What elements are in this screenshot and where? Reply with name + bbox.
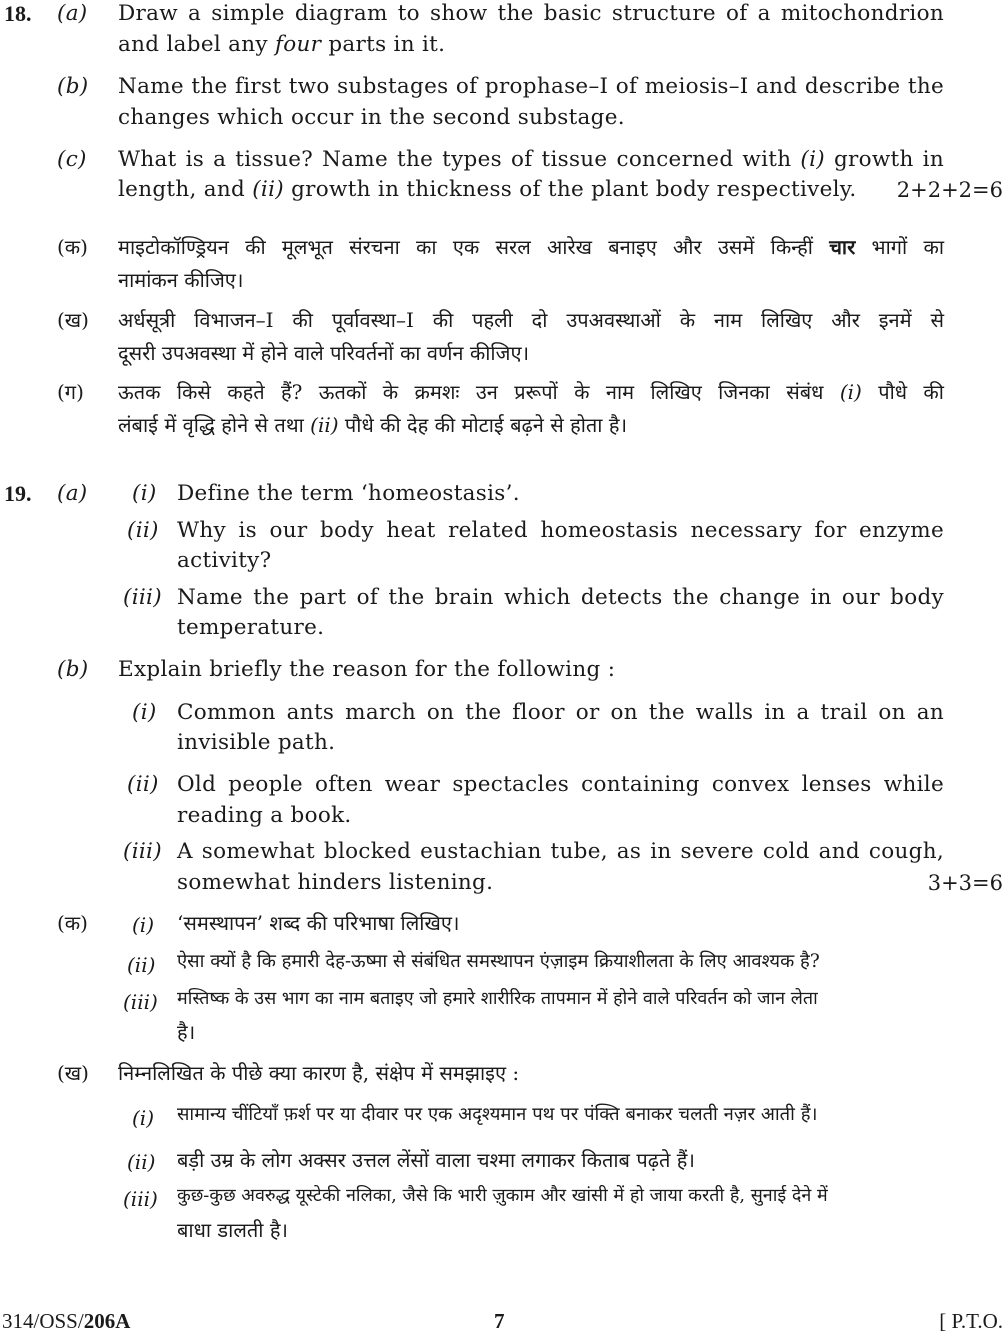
question-text: कुछ-कुछ अवरुद्ध यूस्टेकी नलिका, जैसे कि भारी ज़ुकाम और खांसी में हो जाया करती है, सुनाई देने में <box>177 1185 828 1206</box>
question-text: Draw a simple diagram to show the basic structure of a mitochondrion <box>118 1 944 26</box>
part-label: (a) <box>57 1 88 26</box>
question-text: लंबाई में वृद्धि होने से तथा (ii) पौधे की देह की मोटाई बढ़ने से होता है। <box>118 413 628 437</box>
question-number: 19. <box>4 481 32 506</box>
subpart-label: (i) <box>132 481 157 506</box>
subpart-label: (iii) <box>123 585 162 610</box>
question-text: दूसरी उपअवस्था में होने वाले परिवर्तनों का वर्णन कीजिए। <box>118 341 530 365</box>
question-text: है। <box>177 1020 196 1044</box>
marks-allocation: 2+2+2=6 <box>896 178 1003 202</box>
question-text: somewhat hinders listening. <box>177 870 494 895</box>
question-text: Old people often wear spectacles containing convex lenses while <box>177 772 944 797</box>
question-text: मस्तिष्क के उस भाग का नाम बताइए जो हमारे शारीरिक तापमान में होने वाले परिवर्तन को जान लेता <box>177 988 818 1009</box>
subpart-label: (iii) <box>123 1187 158 1211</box>
question-text: ‘समस्थापन’ शब्द की परिभाषा लिखिए। <box>177 911 460 935</box>
question-text: activity? <box>177 548 272 573</box>
subpart-label: (ii) <box>127 772 159 797</box>
question-text: invisible path. <box>177 730 336 755</box>
part-label: (ख) <box>57 308 89 332</box>
question-text: Name the part of the brain which detects the change in our body <box>177 585 944 610</box>
question-text: Common ants march on the floor or on the walls in a trail on an <box>177 700 944 725</box>
part-label: (ख) <box>57 1061 89 1085</box>
question-text: reading a book. <box>177 803 352 828</box>
question-text: changes which occur in the second substage. <box>118 105 625 130</box>
part-label: (b) <box>57 657 89 682</box>
question-text: Name the first two substages of prophase–I of meiosis–I and describe the <box>118 74 944 99</box>
subpart-label: (i) <box>132 700 157 725</box>
part-label: (c) <box>57 147 87 172</box>
question-text: ऊतक किसे कहते हैं? ऊतकों के क्रमशः उन प्ररूपों के नाम लिखिए जिनका संबंध (i) पौधे की <box>118 380 944 404</box>
subpart-label: (i) <box>132 1106 155 1130</box>
part-label: (क) <box>57 235 88 259</box>
question-text: Why is our body heat related homeostasis necessary for enzyme <box>177 518 944 543</box>
question-text: सामान्य चींटियाँ फ़र्श पर या दीवार पर एक अदृश्यमान पथ पर पंक्ति बनाकर चलती नज़र आती हैं। <box>177 1104 818 1125</box>
paper-code: 314/OSS/206A <box>2 1309 131 1333</box>
question-text: Explain briefly the reason for the following : <box>118 657 616 682</box>
part-label: (ग) <box>57 380 84 404</box>
subpart-label: (i) <box>132 913 155 937</box>
subpart-label: (iii) <box>123 839 162 864</box>
question-text: निम्नलिखित के पीछे क्या कारण है, संक्षेप में समझाइए : <box>118 1061 520 1085</box>
question-text: Define the term ‘homeostasis’. <box>177 481 520 506</box>
question-text: बड़ी उम्र के लोग अक्सर उत्तल लेंसों वाला चश्मा लगाकर किताब पढ़ते हैं। <box>177 1148 695 1172</box>
subpart-label: (ii) <box>127 518 159 543</box>
part-label: (b) <box>57 74 89 99</box>
subpart-label: (iii) <box>123 990 158 1014</box>
question-text: A somewhat blocked eustachian tube, as in severe cold and cough, <box>177 839 944 864</box>
marks-allocation: 3+3=6 <box>927 871 1003 895</box>
question-text: बाधा डालती है। <box>177 1218 289 1242</box>
subpart-label: (ii) <box>127 1150 156 1174</box>
part-label: (a) <box>57 481 88 506</box>
question-text: length, and (ii) growth in thickness of the plant body respectively. <box>118 177 857 202</box>
question-number: 18. <box>4 1 32 26</box>
question-text: temperature. <box>177 615 325 640</box>
question-text: माइटोकॉण्ड्रियन की मूलभूत संरचना का एक सरल आरेख बनाइए और उसमें किन्हीं चार भागों का <box>118 235 944 259</box>
pto-marker: [ P.T.O. <box>939 1309 1003 1333</box>
question-text: and label any four parts in it. <box>118 32 446 57</box>
question-text: What is a tissue? Name the types of tissue concerned with (i) growth in <box>118 147 944 172</box>
part-label: (क) <box>57 911 88 935</box>
question-text: अर्धसूत्री विभाजन–I की पूर्वावस्था–I की पहली दो उपअवस्थाओं के नाम लिखिए और इनमें से <box>118 308 944 332</box>
question-text: ऐसा क्यों है कि हमारी देह-ऊष्मा से संबंधित समस्थापन एंज़ाइम क्रियाशीलता के लिए आवश्यक है? <box>177 951 820 972</box>
subpart-label: (ii) <box>127 953 156 977</box>
page-number: 7 <box>494 1309 505 1333</box>
question-text: नामांकन कीजिए। <box>118 268 244 292</box>
